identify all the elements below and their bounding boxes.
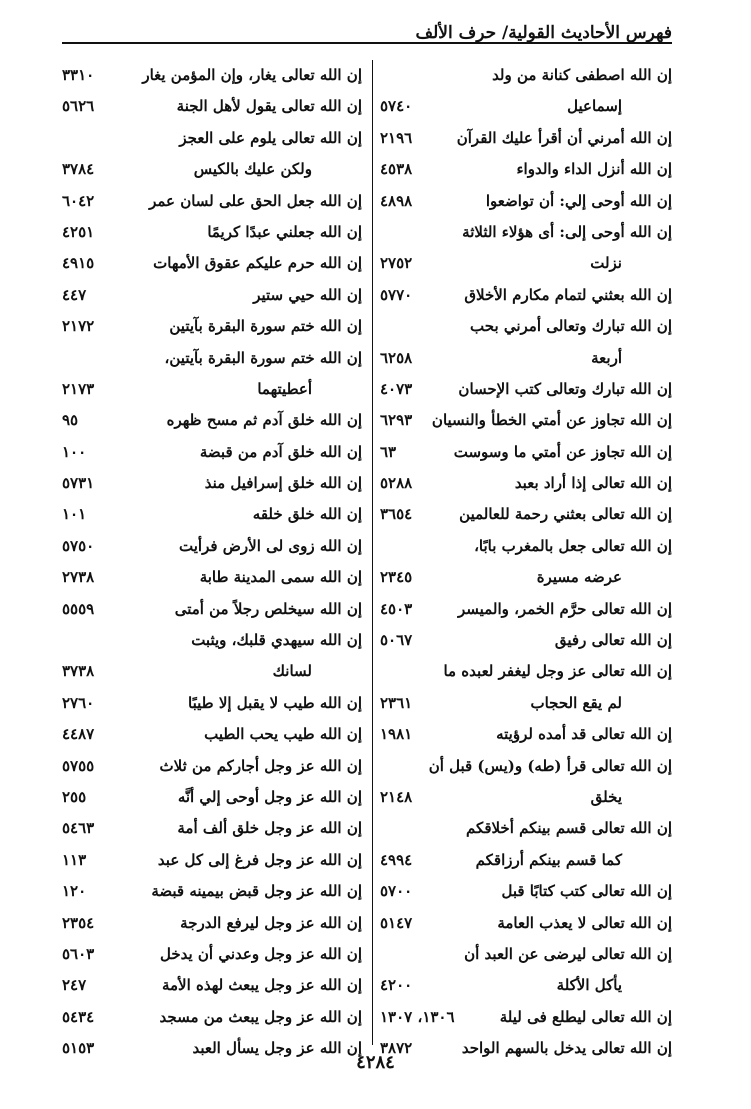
hadith-text: يأكل الأكلة [556,976,622,995]
index-entry [380,719,672,750]
index-entry [380,625,672,656]
index-entry [62,91,362,122]
hadith-text: إن الله تعالى كتب كتابًا قبل [501,882,672,901]
hadith-number: ١٩٨١ [380,725,413,744]
hadith-number: ٥٦٠٣ [62,944,95,963]
hadith-number: ٢٥٥ [62,787,87,806]
hadith-number: ٥٧٣١ [62,474,95,493]
hadith-number: ٥٧٥٥ [62,756,95,775]
hadith-number: ٦٠٤٢ [62,191,95,210]
index-entry [62,876,362,907]
hadith-number: ٤٤٨٧ [62,725,95,744]
header-rule [62,42,672,44]
hadith-text: إن الله تعالى رفيق [554,631,672,650]
hadith-number: ٢١٩٦ [380,128,413,147]
index-entry [380,248,672,279]
hadith-text: إن الله تبارك وتعالى كتب الإحسان [458,379,672,398]
hadith-text: إن الله عز وجل أجاركم من ثلاث [159,756,362,775]
index-entry [380,813,672,844]
hadith-text: إن الله جعلني عبدًا كريمًا [207,222,362,241]
index-entry [62,374,362,405]
index-entry [380,154,672,185]
hadith-number: ٥٠٦٧ [380,631,413,650]
hadith-text: إن الله أنزل الداء والدواء [516,160,672,179]
hadith-number: ٥٤٣٤ [62,1007,95,1026]
index-entry [62,280,362,311]
index-entry [62,343,362,374]
index-entry [380,437,672,468]
index-entry [62,908,362,939]
hadith-text: إن الله خلق آدم ثم مسح ظهره [166,411,362,430]
hadith-number: ١٢٠ [62,882,87,901]
hadith-text: نزلت [590,254,622,273]
hadith-text: إسماعيل [567,97,622,116]
hadith-number: ٤٠٧٣ [380,379,413,398]
index-entry [62,437,362,468]
index-entry [380,468,672,499]
hadith-text: إن الله سيخلص رجلاً من أمتى [174,599,362,618]
hadith-number: ١٠٠ [62,442,87,461]
hadith-number: ٣٦٥٤ [380,505,413,524]
hadith-number: ٩٥ [62,411,79,430]
hadith-text: إن الله بعثني لتمام مكارم الأخلاق [464,285,672,304]
index-entry [62,845,362,876]
hadith-number: ٥٥٥٩ [62,599,95,618]
index-entry [62,1002,362,1033]
index-entry [380,405,672,436]
hadith-number: ١٣٠٦، ١٣٠٧ [380,1007,455,1026]
index-entry [380,91,672,122]
index-entry [62,625,362,656]
hadith-text: إن الله عز وجل يسأل العبد [192,1039,362,1058]
hadith-text: إن الله عز وجل ليرفع الدرجة [180,913,362,932]
index-entry [380,688,672,719]
index-entry [62,248,362,279]
index-entry [380,531,672,562]
hadith-number: ٢٤٧ [62,976,87,995]
index-entry [380,186,672,217]
index-entry [62,154,362,185]
hadith-number: ٦٣ [380,442,397,461]
index-entry [380,311,672,342]
hadith-number: ٢٧٣٨ [62,568,95,587]
hadith-text: إن الله عز وجل أوحى إلي أنَّه [177,787,362,806]
index-entry [380,499,672,530]
hadith-number: ٣٧٣٨ [62,662,95,681]
hadith-text: إن الله عز وجل وعدني أن يدخل [160,944,362,963]
hadith-number: ٤٤٧ [62,285,87,304]
hadith-text: إن الله تعالى قرأ (طه) و(يس) قبل أن [428,756,672,775]
index-entry [62,970,362,1001]
hadith-text: إن الله عز وجل يبعث لهذه الأمة [161,976,362,995]
hadith-number: ٣٨٧٢ [380,1039,413,1058]
hadith-number: ٥٧٥٠ [62,536,95,555]
hadith-text: إن الله تعالى بعثني رحمة للعالمين [459,505,672,524]
hadith-text: إن الله سيهدي قلبك، ويثبت [191,631,362,650]
hadith-text: إن الله تجاوز عن أمتي ما وسوست [453,442,672,461]
index-entry [62,60,362,91]
hadith-text: إن الله زوى لى الأرض فرأيت [179,536,362,555]
hadith-text: إن الله تعالى قد أمده لرؤيته [496,725,672,744]
index-entry [380,123,672,154]
hadith-text: إن الله جعل الحق على لسان عمر [149,191,362,210]
index-entry [380,876,672,907]
hadith-text: يخلق [590,787,622,806]
index-entry [380,562,672,593]
index-entry [380,656,672,687]
index-entry [62,656,362,687]
hadith-text: إن الله تعالى يغار، وإن المؤمن يغار [142,66,362,84]
index-entry [62,813,362,844]
index-entry [380,280,672,311]
index-entry [380,217,672,248]
hadith-text: إن الله عز وجل فرغ إلى كل عبد [157,850,362,869]
hadith-number: ٤٩١٥ [62,254,95,273]
hadith-number: ٦٢٥٨ [380,348,413,367]
hadith-number: ٥٧٠٠ [380,882,413,901]
index-entry [380,343,672,374]
hadith-number: ٥٢٨٨ [380,474,413,493]
hadith-text: إن الله تعالى حرَّم الخمر، والميسر [458,599,672,618]
hadith-number: ٥٤٦٣ [62,819,95,838]
hadith-text: إن الله تعالى جعل بالمغرب بابًا، [474,536,672,555]
index-entry [62,468,362,499]
hadith-text: إن الله اصطفى كنانة من ولد [492,66,672,84]
index-entry [62,217,362,248]
hadith-text: لم يقع الحجاب [530,693,622,712]
index-entry [62,405,362,436]
hadith-number: ٢٧٥٢ [380,254,413,273]
index-entry [62,782,362,813]
index-entry [380,845,672,876]
hadith-text: إن الله ختم سورة البقرة بآيتين [169,317,362,336]
hadith-number: ٤٥٣٨ [380,160,413,179]
hadith-number: ٢١٧٣ [62,379,95,398]
hadith-text: إن الله عز وجل يبعث من مسجد [159,1007,362,1026]
hadith-text: إن الله أوحى إلي: أن تواضعوا [485,191,672,210]
page-number: ٤٢٨٤ [356,1052,395,1073]
hadith-number: ٣٣١٠ [62,66,95,84]
hadith-text: إن الله خلق خلقه [252,505,362,524]
hadith-text: كما قسم بينكم أرزاقكم [475,850,622,869]
hadith-text: إن الله طيب يحب الطيب [204,725,362,744]
hadith-number: ٥١٤٧ [380,913,413,932]
hadith-text: إن الله تعالى يلوم على العجز [179,128,362,147]
hadith-text: إن الله عز وجل خلق ألف أمة [177,819,362,838]
index-entry [62,751,362,782]
hadith-number: ٢١٧٢ [62,317,95,336]
hadith-text: إن الله تعالى عز وجل ليغفر لعبده ما [443,662,672,681]
hadith-number: ٢٣٥٤ [62,913,95,932]
hadith-number: ٦٢٩٣ [380,411,413,430]
hadith-text: إن الله تعالى يدخل بالسهم الواحد [461,1039,672,1058]
hadith-text: إن الله تعالى ليطلع فى ليلة [499,1007,672,1026]
index-entry [62,688,362,719]
hadith-number: ٣٧٨٤ [62,160,95,179]
hadith-text: إن الله تعالى لا يعذب العامة [497,913,672,932]
hadith-text: إن الله تعالى يقول لأهل الجنة [176,97,362,116]
index-entry [62,123,362,154]
index-entry [380,60,672,91]
hadith-number: ٤٢٥١ [62,222,95,241]
hadith-number: ٤٥٠٣ [380,599,413,618]
hadith-number: ٤٨٩٨ [380,191,413,210]
hadith-text: إن الله حيي ستير [253,285,362,304]
hadith-number: ١١٣ [62,850,87,869]
hadith-number: ٥١٥٣ [62,1039,95,1058]
hadith-text: إن الله تعالى ليرضى عن العبد أن [464,944,672,963]
index-entry [380,939,672,970]
hadith-text: إن الله تعالى قسم بينكم أخلاقكم [466,819,672,838]
hadith-text: إن الله أمرني أن أقرأ عليك القرآن [456,128,672,147]
hadith-number: ٢٣٦١ [380,693,413,712]
index-entry [380,782,672,813]
hadith-text: إن الله ختم سورة البقرة بآيتين، [164,348,362,367]
hadith-text: إن الله حرم عليكم عقوق الأمهات [153,254,362,273]
index-entry [62,594,362,625]
hadith-text: إن الله تبارك وتعالى أمرني بحب [470,317,672,336]
index-entry [62,939,362,970]
hadith-text: إن الله طيب لا يقبل إلا طيبًا [188,693,362,712]
hadith-number: ٢٣٤٥ [380,568,413,587]
hadith-number: ٢١٤٨ [380,787,413,806]
hadith-text: إن الله عز وجل قبض بيمينه قبضة [151,882,362,901]
hadith-text: ولكن عليك بالكيس [193,160,312,179]
hadith-number: ٤٢٠٠ [380,976,413,995]
index-entry [380,374,672,405]
hadith-text: إن الله خلق إسرافيل منذ [204,474,362,493]
hadith-text: إن الله خلق آدم من قبضة [199,442,362,461]
hadith-number: ١٠١ [62,505,87,524]
hadith-text: إن الله أوحى إلى: أى هؤلاء الثلاثة [462,222,672,241]
index-entry [62,311,362,342]
hadith-text: إن الله سمى المدينة طابة [199,568,362,587]
hadith-text: لسانك [272,662,312,681]
index-entry [62,531,362,562]
hadith-number: ٥٦٢٦ [62,97,95,116]
index-entry [380,1002,672,1033]
index-entry [62,186,362,217]
hadith-number: ٤٩٩٤ [380,850,413,869]
index-entry [62,499,362,530]
index-entry [62,562,362,593]
index-column-left [62,60,362,1065]
hadith-number: ٢٧٦٠ [62,693,95,712]
hadith-text: أعطيتهما [257,379,312,398]
index-entry [380,594,672,625]
index-entry [62,719,362,750]
hadith-text: أربعة [591,348,622,367]
page-header: فهرس الأحاديث القولية/ حرف الألف [415,23,672,43]
column-divider [372,60,373,1045]
hadith-text: إن الله تجاوز عن أمتي الخطأ والنسيان [431,411,672,430]
index-entry [380,970,672,1001]
hadith-text: إن الله تعالى إذا أراد بعبد [514,474,672,493]
hadith-number: ٥٧٧٠ [380,285,413,304]
index-entry [380,908,672,939]
index-column-right [380,60,672,1065]
hadith-number: ٥٧٤٠ [380,97,413,116]
index-entry [380,751,672,782]
hadith-text: عرضه مسيرة [536,568,622,587]
